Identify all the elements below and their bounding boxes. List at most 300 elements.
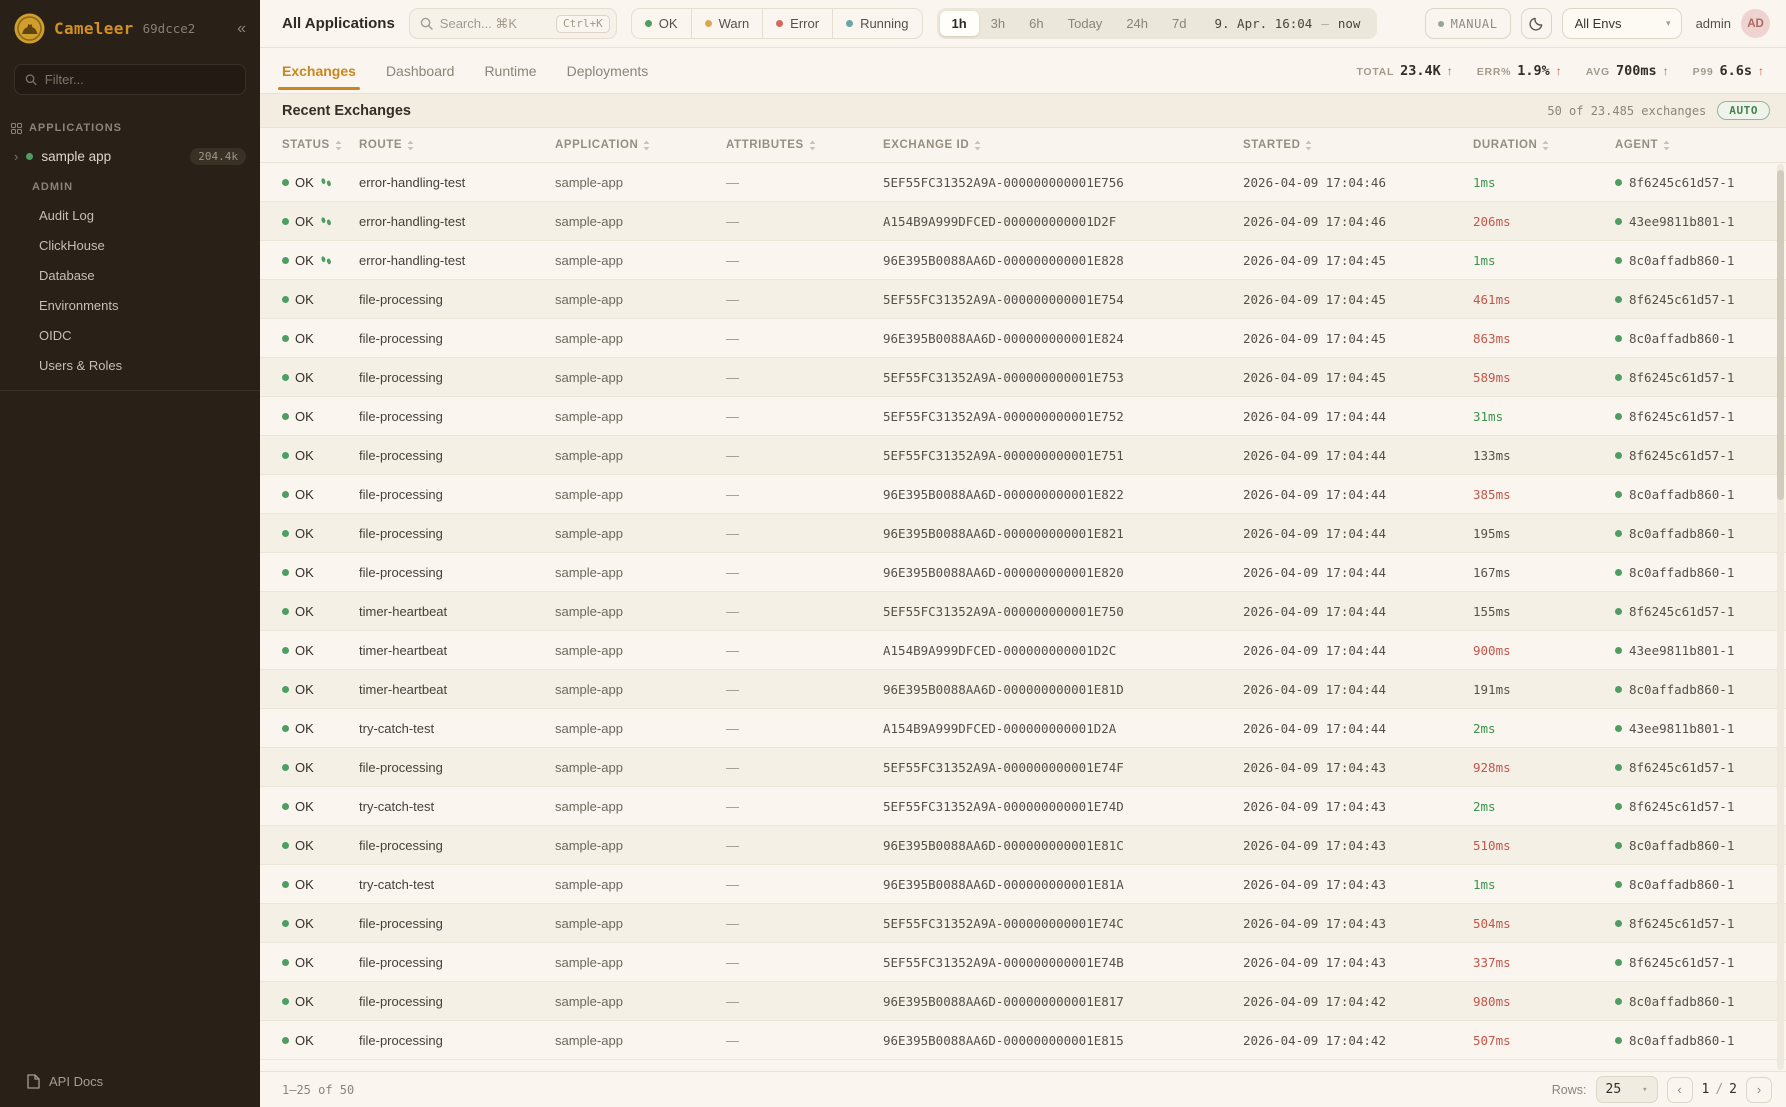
agent-status-dot <box>1615 1037 1622 1044</box>
sidebar-item-environments[interactable]: Environments <box>39 297 119 313</box>
status-cell <box>282 526 359 541</box>
status-cell <box>282 331 359 346</box>
route-cell: file-processing <box>359 486 443 502</box>
status-dot <box>645 20 652 27</box>
duration-cell: 1ms <box>1473 876 1496 892</box>
agent-id: 8c0affadb860-1 <box>1629 1032 1735 1048</box>
agent-id: 8f6245c61d57-1 <box>1629 291 1735 307</box>
started-cell: 2026-04-09 17:04:44 <box>1243 525 1386 541</box>
started-cell: 2026-04-09 17:04:44 <box>1243 408 1386 424</box>
agent-cell <box>1615 214 1768 229</box>
agent-cell <box>1615 721 1768 736</box>
manual-status-dot <box>1438 21 1444 27</box>
application-cell: sample-app <box>555 837 623 853</box>
agent-status-dot <box>1615 530 1622 537</box>
row-range-text: 1–25 of 50 <box>282 1082 355 1097</box>
agent-cell <box>1615 409 1768 424</box>
duration-cell: 510ms <box>1473 837 1511 853</box>
agent-status-dot <box>1615 881 1622 888</box>
exchange-id-cell: A154B9A999DFCED-000000000001D2F <box>883 213 1117 229</box>
time-range-1h[interactable]: 1h <box>940 11 979 36</box>
exchange-id-cell: 5EF55FC31352A9A-000000000001E74D <box>883 798 1124 814</box>
exchange-id-cell: 5EF55FC31352A9A-000000000001E753 <box>883 369 1124 385</box>
status-label: OK <box>295 213 314 229</box>
status-cell <box>282 253 359 268</box>
started-cell: 2026-04-09 17:04:45 <box>1243 252 1386 268</box>
tabs <box>282 48 648 93</box>
started-cell: 2026-04-09 17:04:46 <box>1243 174 1386 190</box>
application-cell: sample-app <box>555 603 623 619</box>
table-row[interactable] <box>260 865 1786 904</box>
application-cell: sample-app <box>555 369 623 385</box>
status-cell <box>282 760 359 775</box>
agent-cell <box>1615 682 1768 697</box>
duration-cell: 2ms <box>1473 798 1496 814</box>
exchange-id-cell: 5EF55FC31352A9A-000000000001E74B <box>883 954 1124 970</box>
application-cell: sample-app <box>555 915 623 931</box>
route-cell: timer-heartbeat <box>359 642 448 658</box>
status-cell <box>282 799 359 814</box>
duration-cell: 980ms <box>1473 993 1511 1009</box>
attributes-cell: — <box>726 603 739 619</box>
sidebar-item-api-docs[interactable] <box>0 1058 260 1107</box>
avatar[interactable]: AD <box>1741 9 1770 38</box>
started-cell: 2026-04-09 17:04:43 <box>1243 915 1386 931</box>
tab-runtime[interactable]: Runtime <box>484 62 537 79</box>
application-cell: sample-app <box>555 720 623 736</box>
exchange-id-cell: 5EF55FC31352A9A-000000000001E751 <box>883 447 1124 463</box>
table-row[interactable] <box>260 553 1786 592</box>
started-cell: 2026-04-09 17:04:44 <box>1243 486 1386 502</box>
sidebar-filter-input[interactable] <box>45 72 235 87</box>
table-row[interactable] <box>260 280 1786 319</box>
status-ok-dot <box>282 764 289 771</box>
trend-arrow-icon: ↑ <box>1662 63 1669 78</box>
table-row[interactable] <box>260 475 1786 514</box>
status-ok-dot <box>282 218 289 225</box>
agent-status-dot <box>1615 257 1622 264</box>
expand-chevron-icon[interactable]: › <box>14 149 19 164</box>
sort-icon <box>643 140 650 151</box>
column-header-status[interactable]: STATUS <box>282 139 359 151</box>
duration-cell: 928ms <box>1473 759 1511 775</box>
status-label: OK <box>295 798 314 814</box>
agent-status-dot <box>1615 569 1622 576</box>
attributes-cell: — <box>726 1032 739 1048</box>
route-cell: error-handling-test <box>359 174 466 190</box>
agent-status-dot <box>1615 920 1622 927</box>
route-cell: timer-heartbeat <box>359 681 448 697</box>
sidebar-item-audit-log[interactable]: Audit Log <box>39 207 94 223</box>
exchange-id-cell: A154B9A999DFCED-000000000001D2C <box>883 642 1117 658</box>
status-cell <box>282 955 359 970</box>
table-row[interactable] <box>260 943 1786 982</box>
time-range-today[interactable]: Today <box>1067 16 1103 31</box>
table-row[interactable] <box>260 202 1786 241</box>
table-row[interactable] <box>260 1021 1786 1060</box>
agent-status-dot <box>1615 686 1622 693</box>
duration-cell: 385ms <box>1473 486 1511 502</box>
status-label: OK <box>295 642 314 658</box>
agent-id: 43ee9811b801-1 <box>1629 642 1735 658</box>
duration-cell: 155ms <box>1473 603 1511 619</box>
table-row[interactable] <box>260 826 1786 865</box>
topbar <box>260 0 1786 48</box>
status-cell <box>282 643 359 658</box>
duration-cell: 589ms <box>1473 369 1511 385</box>
status-ok-dot <box>282 374 289 381</box>
sort-icon <box>809 140 816 151</box>
agent-status-dot <box>1615 218 1622 225</box>
agent-id: 8c0affadb860-1 <box>1629 564 1735 580</box>
agent-id: 8f6245c61d57-1 <box>1629 954 1735 970</box>
application-cell: sample-app <box>555 759 623 775</box>
status-dot <box>705 20 712 27</box>
status-cell <box>282 1033 359 1048</box>
attributes-cell: — <box>726 837 739 853</box>
started-cell: 2026-04-09 17:04:43 <box>1243 837 1386 853</box>
column-header-agent[interactable]: AGENT <box>1615 139 1768 151</box>
status-cell <box>282 370 359 385</box>
agent-id: 8f6245c61d57-1 <box>1629 447 1735 463</box>
attributes-cell: — <box>726 213 739 229</box>
tabs-bar <box>260 48 1786 94</box>
attributes-cell: — <box>726 720 739 736</box>
application-cell: sample-app <box>555 954 623 970</box>
manual-refresh-button[interactable] <box>1425 8 1511 39</box>
duration-cell: 2ms <box>1473 720 1496 736</box>
rows-per-page-label: Rows: <box>1551 1082 1587 1097</box>
time-to: now <box>1337 16 1361 31</box>
agent-id: 8f6245c61d57-1 <box>1629 408 1735 424</box>
search-box[interactable] <box>409 8 617 39</box>
attributes-cell: — <box>726 408 739 424</box>
agent-status-dot <box>1615 296 1622 303</box>
exchange-id-cell: 96E395B0088AA6D-000000000001E81A <box>883 876 1124 892</box>
sort-icon <box>335 140 342 151</box>
stat-value: 6.6s <box>1719 62 1752 79</box>
agent-cell <box>1615 877 1768 892</box>
duration-cell: 507ms <box>1473 1032 1511 1048</box>
status-ok-dot <box>282 608 289 615</box>
status-cell <box>282 877 359 892</box>
started-cell: 2026-04-09 17:04:42 <box>1243 993 1386 1009</box>
column-header-attributes[interactable]: ATTRIBUTES <box>726 139 883 151</box>
sidebar-item-sample-app[interactable] <box>0 141 260 172</box>
agent-cell <box>1615 487 1768 502</box>
agent-cell <box>1615 253 1768 268</box>
rows-per-page-select[interactable] <box>1596 1076 1658 1103</box>
status-ok-dot <box>282 452 289 459</box>
table-row[interactable] <box>260 436 1786 475</box>
status-label: OK <box>295 252 314 268</box>
duration-cell: 167ms <box>1473 564 1511 580</box>
duration-cell: 900ms <box>1473 642 1511 658</box>
time-from: 9. Apr. 16:04 <box>1214 16 1313 31</box>
stat-value: 1.9% <box>1517 62 1550 79</box>
column-header-route[interactable]: ROUTE <box>359 139 555 151</box>
attributes-cell: — <box>726 993 739 1009</box>
status-label: OK <box>295 837 314 853</box>
application-cell: sample-app <box>555 291 623 307</box>
search-input[interactable] <box>440 16 549 31</box>
application-cell: sample-app <box>555 408 623 424</box>
trend-arrow-icon: ↑ <box>1555 63 1562 78</box>
time-range-24h[interactable]: 24h <box>1126 16 1149 31</box>
next-page-button[interactable]: › <box>1746 1077 1772 1103</box>
agent-id: 8c0affadb860-1 <box>1629 330 1735 346</box>
status-filter-label: OK <box>658 16 678 31</box>
status-cell <box>282 721 359 736</box>
attributes-cell: — <box>726 486 739 502</box>
sidebar-item-users-roles[interactable]: Users & Roles <box>39 357 123 373</box>
agent-cell <box>1615 955 1768 970</box>
started-cell: 2026-04-09 17:04:45 <box>1243 369 1386 385</box>
application-cell: sample-app <box>555 564 623 580</box>
exchange-id-cell: 5EF55FC31352A9A-000000000001E74C <box>883 915 1124 931</box>
status-filter-running[interactable] <box>832 9 921 38</box>
sidebar-item-clickhouse[interactable]: ClickHouse <box>39 237 105 253</box>
table-row[interactable] <box>260 748 1786 787</box>
agent-id: 8f6245c61d57-1 <box>1629 759 1735 775</box>
status-ok-dot <box>282 959 289 966</box>
started-cell: 2026-04-09 17:04:45 <box>1243 330 1386 346</box>
status-label: OK <box>295 1032 314 1048</box>
agent-cell <box>1615 292 1768 307</box>
exchange-id-cell: 5EF55FC31352A9A-000000000001E756 <box>883 174 1124 190</box>
sidebar-section-admin <box>0 172 260 200</box>
sidebar-divider <box>0 390 260 391</box>
sidebar <box>0 0 260 1107</box>
moon-icon <box>1529 16 1544 31</box>
sort-icon <box>974 140 981 151</box>
exchange-table-body <box>260 163 1786 1071</box>
total-pages: 2 <box>1729 1082 1737 1097</box>
chevron-down-icon: ▾ <box>1666 18 1671 28</box>
agent-cell <box>1615 916 1768 931</box>
sample-app-label: sample app <box>41 149 112 164</box>
attributes-cell: — <box>726 369 739 385</box>
sidebar-filter[interactable] <box>14 64 246 95</box>
agent-id: 8c0affadb860-1 <box>1629 876 1735 892</box>
auto-refresh-badge[interactable]: AUTO <box>1717 101 1770 120</box>
duration-cell: 337ms <box>1473 954 1511 970</box>
status-label: OK <box>295 603 314 619</box>
application-cell: sample-app <box>555 681 623 697</box>
table-row[interactable] <box>260 787 1786 826</box>
status-filter-warn[interactable] <box>691 9 763 38</box>
search-shortcut-badge: Ctrl+K <box>556 15 610 33</box>
cameleer-logo-icon <box>14 13 45 44</box>
agent-cell <box>1615 760 1768 775</box>
agent-id: 8c0affadb860-1 <box>1629 525 1735 541</box>
route-cell: timer-heartbeat <box>359 603 448 619</box>
attributes-cell: — <box>726 291 739 307</box>
trend-arrow-icon: ↑ <box>1446 63 1453 78</box>
started-cell: 2026-04-09 17:04:45 <box>1243 291 1386 307</box>
column-header-started[interactable]: STARTED <box>1243 139 1473 151</box>
agent-status-dot <box>1615 842 1622 849</box>
table-row[interactable] <box>260 397 1786 436</box>
status-ok-dot <box>282 296 289 303</box>
agent-cell <box>1615 448 1768 463</box>
agent-id: 8c0affadb860-1 <box>1629 681 1735 697</box>
application-cell: sample-app <box>555 213 623 229</box>
table-row[interactable] <box>260 514 1786 553</box>
exchange-id-cell: 5EF55FC31352A9A-000000000001E752 <box>883 408 1124 424</box>
exchange-id-cell: 96E395B0088AA6D-000000000001E817 <box>883 993 1124 1009</box>
time-range-3h[interactable]: 3h <box>990 16 1006 31</box>
status-label: OK <box>295 174 314 190</box>
sidebar-header <box>0 0 260 54</box>
stat-label: P99 <box>1692 65 1714 78</box>
status-label: OK <box>295 447 314 463</box>
status-ok-dot <box>282 803 289 810</box>
status-ok-dot <box>282 335 289 342</box>
status-label: OK <box>295 876 314 892</box>
route-cell: file-processing <box>359 759 443 775</box>
scrollbar-thumb[interactable] <box>1777 170 1784 500</box>
application-cell: sample-app <box>555 993 623 1009</box>
sidebar-collapse-icon[interactable]: « <box>237 19 246 37</box>
page-separator: / <box>1715 1082 1724 1097</box>
started-cell: 2026-04-09 17:04:43 <box>1243 876 1386 892</box>
agent-status-dot <box>1615 413 1622 420</box>
sort-icon <box>1305 140 1312 151</box>
column-header-duration[interactable]: DURATION <box>1473 139 1615 151</box>
table-row[interactable] <box>260 709 1786 748</box>
route-cell: try-catch-test <box>359 720 435 736</box>
status-filter-label: Error <box>790 16 820 31</box>
column-header-application[interactable]: APPLICATION <box>555 139 726 151</box>
status-filter-group <box>631 8 923 39</box>
route-cell: file-processing <box>359 447 443 463</box>
status-filter-error[interactable] <box>762 9 832 38</box>
table-row[interactable] <box>260 670 1786 709</box>
route-cell: file-processing <box>359 408 443 424</box>
started-cell: 2026-04-09 17:04:43 <box>1243 954 1386 970</box>
status-label: OK <box>295 720 314 736</box>
status-label: OK <box>295 993 314 1009</box>
stat-value: 700ms <box>1615 62 1657 79</box>
env-select[interactable] <box>1562 8 1682 39</box>
table-row[interactable] <box>260 631 1786 670</box>
agent-status-dot <box>1615 374 1622 381</box>
sort-icon <box>1663 140 1670 151</box>
agent-status-dot <box>1615 179 1622 186</box>
column-header-exchange-id[interactable]: EXCHANGE ID <box>883 139 1243 151</box>
started-cell: 2026-04-09 17:04:44 <box>1243 681 1386 697</box>
user-name: admin <box>1695 16 1731 31</box>
main-content <box>260 0 1786 1107</box>
status-cell <box>282 916 359 931</box>
status-cell <box>282 838 359 853</box>
status-cell <box>282 565 359 580</box>
route-cell: file-processing <box>359 291 443 307</box>
stats-summary <box>1356 63 1764 79</box>
app-version: 69dcce2 <box>142 21 196 36</box>
status-filter-ok[interactable] <box>632 9 691 38</box>
sort-icon <box>407 140 414 151</box>
agent-status-dot <box>1615 452 1622 459</box>
time-range-control <box>937 8 1378 39</box>
status-label: OK <box>295 954 314 970</box>
status-ok-dot <box>282 686 289 693</box>
status-dot <box>846 20 853 27</box>
tab-dashboard[interactable]: Dashboard <box>385 62 455 79</box>
table-row[interactable] <box>260 241 1786 280</box>
stat-err <box>1477 63 1562 79</box>
duration-cell: 1ms <box>1473 252 1496 268</box>
attributes-cell: — <box>726 330 739 346</box>
app-title: Cameleer <box>54 19 134 38</box>
exchange-id-cell: 96E395B0088AA6D-000000000001E824 <box>883 330 1124 346</box>
application-cell: sample-app <box>555 447 623 463</box>
status-label: OK <box>295 408 314 424</box>
tab-exchanges[interactable]: Exchanges <box>282 48 356 93</box>
dark-mode-toggle[interactable] <box>1521 8 1552 39</box>
attributes-cell: — <box>726 525 739 541</box>
sidebar-item-database[interactable]: Database <box>39 267 95 283</box>
table-row[interactable] <box>260 592 1786 631</box>
status-ok-dot <box>282 725 289 732</box>
agent-cell <box>1615 838 1768 853</box>
sidebar-item-oidc[interactable]: OIDC <box>39 327 72 343</box>
status-ok-dot <box>282 1037 289 1044</box>
agent-id: 8f6245c61d57-1 <box>1629 603 1735 619</box>
agent-status-dot <box>1615 335 1622 342</box>
prev-page-button[interactable]: ‹ <box>1667 1077 1693 1103</box>
time-window-display[interactable] <box>1198 16 1374 31</box>
started-cell: 2026-04-09 17:04:46 <box>1243 213 1386 229</box>
status-cell <box>282 448 359 463</box>
agent-status-dot <box>1615 608 1622 615</box>
topbar-right <box>1425 8 1770 39</box>
table-row[interactable] <box>260 904 1786 943</box>
agent-status-dot <box>1615 998 1622 1005</box>
table-row[interactable] <box>260 358 1786 397</box>
search-icon <box>420 17 433 30</box>
status-cell <box>282 214 359 229</box>
table-row[interactable] <box>260 982 1786 1021</box>
status-label: OK <box>295 759 314 775</box>
api-docs-label: API Docs <box>49 1074 104 1089</box>
tab-deployments[interactable]: Deployments <box>566 62 649 79</box>
stat-label: AVG <box>1585 65 1610 78</box>
status-cell <box>282 292 359 307</box>
agent-status-dot <box>1615 764 1622 771</box>
application-cell: sample-app <box>555 798 623 814</box>
application-cell: sample-app <box>555 642 623 658</box>
stat-label: ERR% <box>1476 65 1512 78</box>
started-cell: 2026-04-09 17:04:42 <box>1243 1032 1386 1048</box>
agent-id: 8f6245c61d57-1 <box>1629 798 1735 814</box>
duration-cell: 133ms <box>1473 447 1511 463</box>
time-range-6h[interactable]: 6h <box>1029 16 1044 31</box>
agent-cell <box>1615 370 1768 385</box>
application-cell: sample-app <box>555 486 623 502</box>
sort-icon <box>1542 140 1549 151</box>
table-row[interactable] <box>260 319 1786 358</box>
status-ok-dot <box>282 647 289 654</box>
exchange-count-text: 50 of 23.485 exchanges <box>1547 103 1707 118</box>
agent-cell <box>1615 1033 1768 1048</box>
table-row[interactable] <box>260 163 1786 202</box>
route-cell: file-processing <box>359 330 443 346</box>
exchange-id-cell: 96E395B0088AA6D-000000000001E820 <box>883 564 1124 580</box>
time-range-7d[interactable]: 7d <box>1172 16 1187 31</box>
app-status-dot <box>26 153 33 160</box>
